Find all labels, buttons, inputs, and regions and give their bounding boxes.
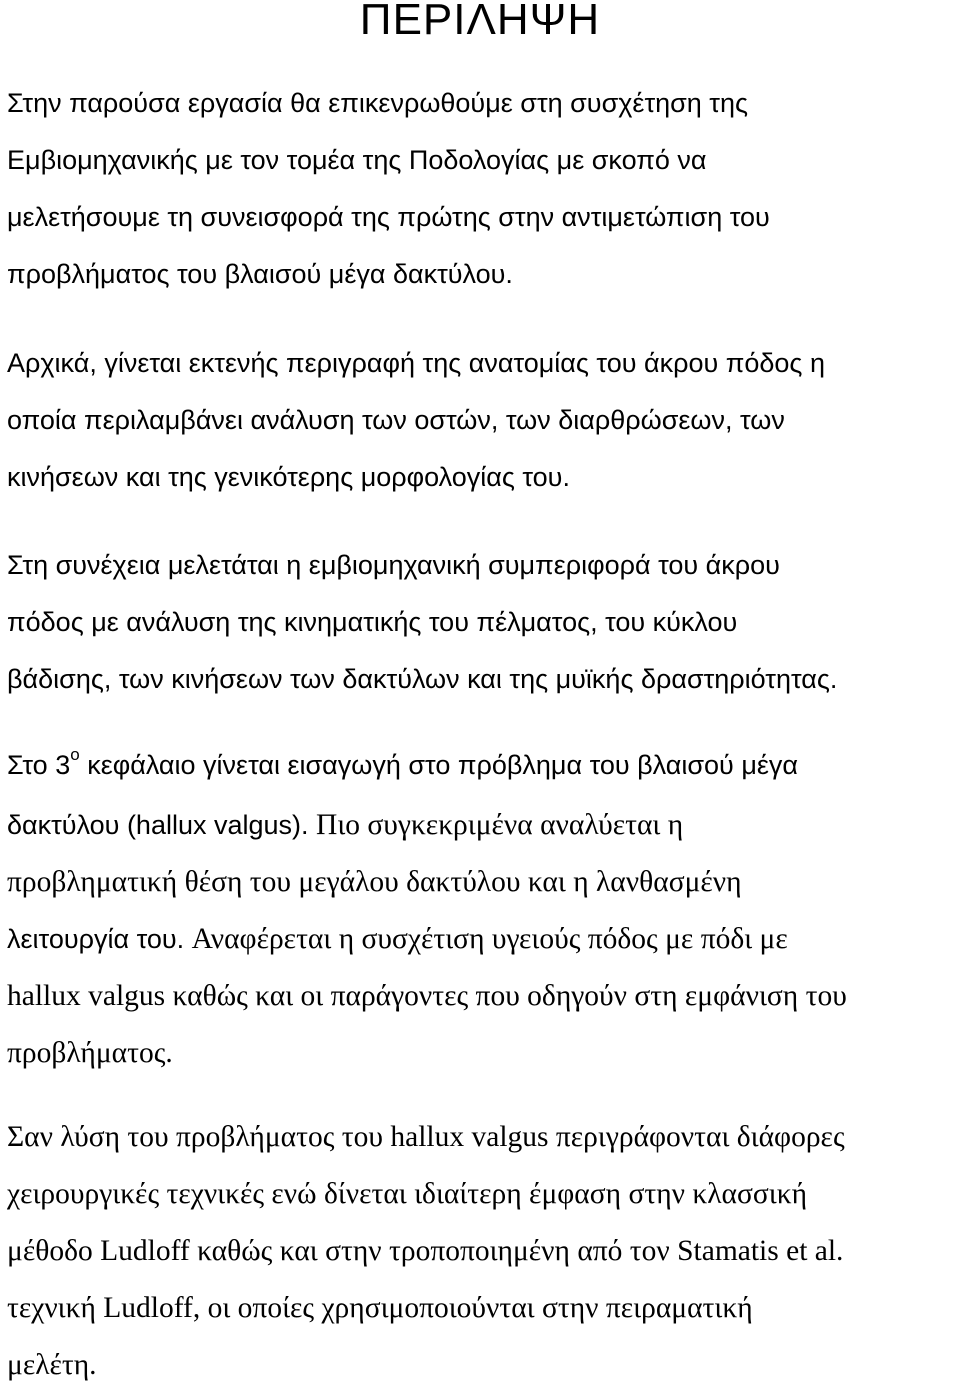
text-line (7, 737, 957, 797)
text-line: hallux valgus καθώς και οι παράγοντες που οδηγούν στη εμφάνιση του (7, 980, 847, 1012)
text-line: προβληματική θέση του μεγάλου δακτύλου και η λανθασμένη (7, 866, 742, 898)
paragraph-intro (7, 75, 957, 303)
text-line: τεχνική Ludloff, οι οποίες χρησιμοποιούνται στην πειραματική (7, 1292, 753, 1324)
text-line (7, 911, 957, 968)
text-line: Στην παρούσα εργασία θα επικενρωθούμε στη συσχέτηση της (7, 88, 748, 118)
text-segment: δακτύλου (hallux valgus). (7, 810, 317, 840)
text-segment: Αναφέρεται η συσχέτιση υγειούς πόδος με πόδι με (191, 923, 788, 955)
text-line: κινήσεων και της γενικότερης μορφολογίας του. (7, 462, 570, 492)
text-line: μελετήσουμε τη συνεισφορά της πρώτης στην αντιμετώπιση του (7, 202, 770, 232)
text-line: βάδισης, των κινήσεων των δακτύλων και της μυϊκής δραστηριότητας. (7, 664, 838, 694)
text-line: μελέτη. (7, 1349, 97, 1381)
paragraph-surgical-techniques (7, 1109, 957, 1394)
text-line: προβλήματος του βλαισού μέγα δακτύλου. (7, 259, 513, 289)
text-line (7, 797, 957, 854)
text-line: πόδος με ανάλυση της κινηματικής του πέλματος, του κύκλου (7, 607, 738, 637)
paragraph-hallux-valgus (7, 737, 957, 1082)
text-line: Στη συνέχεια μελετάται η εμβιομηχανική συμπεριφορά του άκρου (7, 550, 780, 580)
text-line: Σαν λύση του προβλήματος του hallux valgus περιγράφονται διάφορες (7, 1121, 845, 1153)
text-segment: Πιο συγκεκριμένα αναλύεται η (316, 809, 684, 841)
text-segment: Στο 3 (7, 750, 71, 780)
page-title: ΠΕΡΙΛΗΨΗ (359, 0, 601, 44)
paragraph-biomechanics (7, 537, 957, 708)
text-line: χειρουργικές τεχνικές ενώ δίνεται ιδιαίτερη έμφαση στην κλασσική (7, 1178, 808, 1210)
text-line: μέθοδο Ludloff καθώς και στην τροποποιημένη από τον Stamatis et al. (7, 1235, 844, 1267)
text-line: οποία περιλαμβάνει ανάλυση των οστών, των διαρθρώσεων, των (7, 405, 785, 435)
text-segment: κεφάλαιο γίνεται εισαγωγή στο πρόβλημα του βλαισού μέγα (79, 750, 799, 780)
text-segment: λειτουργία του. (7, 924, 192, 954)
text-line: Αρχικά, γίνεται εκτενής περιγραφή της ανατομίας του άκρου πόδος η (7, 348, 825, 378)
text-line: προβλήματος. (7, 1037, 173, 1069)
paragraph-anatomy (7, 335, 957, 506)
superscript: ο (70, 745, 80, 764)
text-line: Εμβιομηχανικής με τον τομέα της Ποδολογίας με σκοπό να (7, 145, 707, 175)
